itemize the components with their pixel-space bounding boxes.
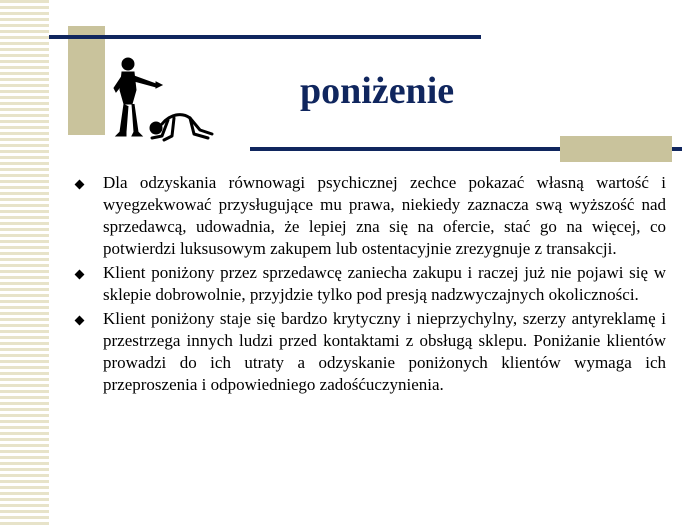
bullet-text: Klient poniżony przez sprzedawcę zaniecha zakupu i raczej już nie pojawi się w sklepie dobrowolnie, przyjdzie tylko pod presją nadzwyczajnych okoliczności.	[103, 263, 666, 304]
bullet-text: Dla odzyskania równowagi psychicznej zechce pokazać własną wartość i wyegzekwować przysługujące mu prawa, niekiedy zaznacza swą wyższość nad sprzedawcą, udowadnia, że lepiej zna się na ofercie, stać go na więcej, co potwierdzi luksusowym zakupem lub ostentacyjnie zrezygnuje z transakcji.	[103, 173, 666, 258]
top-rule	[49, 35, 481, 39]
diamond-bullet-icon	[75, 270, 85, 280]
bullet-item	[76, 172, 666, 260]
accent-block-top	[68, 26, 105, 135]
striped-sidebar-decoration	[0, 0, 49, 525]
bullet-text: Klient poniżony staje się bardzo krytyczny i nieprzychylny, szerzy antyreklamę i przestrzega innych ludzi przed kontaktami z obsługą sklepu. Poniżanie klientów prowadzi do ich utraty a odzyskanie poniżonych klientów wymaga ich przeproszenia i odpowiedniego zadośćuczynienia.	[103, 309, 666, 394]
accent-block-bottom	[560, 136, 672, 162]
diamond-bullet-icon	[75, 180, 85, 190]
slide-title: poniżenie	[300, 70, 455, 112]
bullet-item	[76, 262, 666, 306]
bullet-list	[76, 172, 666, 398]
bullet-item	[76, 308, 666, 396]
kneeling-figure	[151, 115, 212, 140]
diamond-bullet-icon	[75, 316, 85, 326]
humiliation-clipart	[104, 54, 222, 142]
